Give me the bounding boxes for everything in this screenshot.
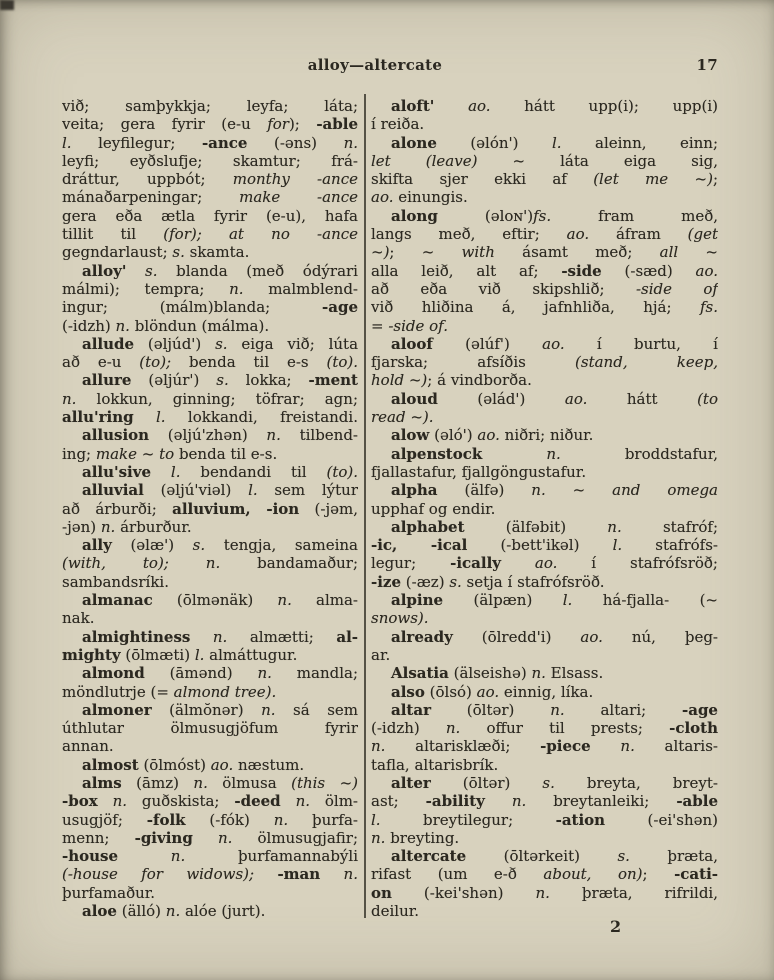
dict-line: rifast (um e-ð about, on); -cati- <box>371 865 718 884</box>
dict-line: -ic, -ical (-bett'ikəl) l. stafrófs- <box>371 536 718 555</box>
page-number: 17 <box>696 56 718 74</box>
dict-line: almightiness n. almætti; al- <box>82 627 358 646</box>
dict-line: n. lokkun, ginning; töfrar; agn; <box>62 389 358 408</box>
dict-line: annan. <box>62 737 114 756</box>
dict-line: fjarska; afsíðis (stand, keep, <box>371 353 718 372</box>
dict-line: almanac (ōlmənäk) n. alma- <box>82 591 358 610</box>
dict-line: allude (əljúd') s. eiga við; lúta <box>82 334 358 353</box>
dict-line: = -side of. <box>371 316 448 335</box>
dict-line: -jən) n. árburður. <box>62 517 192 536</box>
dict-line: aloud (əlád') ao. hátt (to <box>391 389 718 408</box>
dict-line: í reiða. <box>371 115 425 134</box>
dict-line: alone (əlón') l. aleinn, einn; <box>391 133 718 152</box>
dict-line: deilur. <box>371 902 420 921</box>
dict-line: ing; make ~ to benda til e-s. <box>62 444 278 463</box>
running-title: alloy—altercate <box>307 56 443 74</box>
dict-line: ast; -ability n. breytanleiki; -able <box>371 792 718 811</box>
dict-line: að e-u (to); benda til e-s (to). <box>62 353 358 372</box>
dict-line: allure (əljúr') s. lokka; -ment <box>82 371 358 390</box>
dict-line: usugjöf; -folk (-fók) n. þurfa- <box>62 810 358 829</box>
dict-line: tillit til (for); at no -ance <box>62 225 358 244</box>
dict-line: already (ōlredd'i) ao. nú, þeg- <box>391 627 718 646</box>
dict-line: almoner (älmŏnər) n. sá sem <box>82 700 358 719</box>
dict-line: leyfi; eyðslufje; skamtur; frá- <box>62 151 358 170</box>
page-header <box>0 56 774 78</box>
dict-line: alow (əló') ao. niðri; niður. <box>391 426 594 445</box>
dict-line: langs með, eftir; ao. áfram (get <box>371 225 718 244</box>
dict-line: gegndarlaust; s. skamta. <box>62 243 250 262</box>
dict-line: málmi); tempra; n. malmblend- <box>62 279 358 298</box>
dict-line: ao. einungis. <box>371 188 468 207</box>
dict-line: alluvial (əljú'viəl) l. sem lýtur <box>82 481 358 500</box>
dict-line: altar (ōltər) n. altari; -age <box>391 700 718 719</box>
dict-line: að eða við skipshlið; -side of <box>371 279 718 298</box>
dict-line: möndlutrje (= almond tree). <box>62 682 277 701</box>
dict-line: alla leið, alt af; -side (-sæd) ao. <box>371 261 718 280</box>
dict-line: dráttur, uppbót; monthy -ance <box>62 170 358 189</box>
dict-line: sambandsríki. <box>62 572 169 591</box>
dict-line: mighty (ōlmæti) l. almáttugur. <box>62 645 298 664</box>
dict-line: menn; -giving n. ölmusugjafir; <box>62 828 358 847</box>
dict-line: við hliðina á, jafnhliða, hjá; fs. <box>371 298 718 317</box>
dict-line: gera eða ætla fyrir (e-u), hafa <box>62 206 358 225</box>
dict-line: alloy' s. blanda (með ódýrari <box>82 261 358 280</box>
dict-line: tafla, altarisbrík. <box>371 755 499 774</box>
dict-line: ~); ~ with ásamt með; all ~ <box>371 243 718 262</box>
dict-line: aloe (älló) n. alóe (jurt). <box>82 902 266 921</box>
dict-line: almond (āmənd) n. mandla; <box>82 664 358 683</box>
dict-line: allusion (əljú'zhən) n. tilbend- <box>82 426 358 445</box>
dict-line: snows). <box>371 609 429 628</box>
dict-line: aloof (əlúf') ao. í burtu, í <box>391 334 718 353</box>
dict-line: on (-kei'shən) n. þræta, rifrildi, <box>371 883 718 902</box>
dict-line: ally (əlæ') s. tengja, sameina <box>82 536 358 555</box>
dict-line: also (ōlsó) ao. einnig, líka. <box>391 682 594 701</box>
dict-line: allu'ring l. lokkandi, freistandi. <box>62 408 358 427</box>
dict-line: fjallastafur, fjallgöngustafur. <box>371 462 587 481</box>
dict-line: (with, to); n. bandamaður; <box>62 554 358 573</box>
dict-line: alter (ōltər) s. breyta, breyt- <box>391 773 718 792</box>
dict-line: veita; gera fyrir (e-u for); -able <box>62 115 358 134</box>
dict-line: alpine (älpæn) l. há-fjalla- (~ <box>391 591 718 610</box>
dict-line: legur; -ically ao. í stafrófsröð; <box>371 554 718 573</box>
dict-line: l. leyfilegur; -ance (-əns) n. <box>62 133 358 152</box>
dict-line: read ~). <box>371 408 434 427</box>
dict-line: mánaðarpeningar; make -ance <box>62 188 358 207</box>
dict-line: að árburði; alluvium, -ion (-jəm, <box>62 499 358 518</box>
dict-line: alms (āmz) n. ölmusa (this ~) <box>82 773 358 792</box>
dict-line: altercate (ōltərkeit) s. þræta, <box>391 847 718 866</box>
dict-line: við; samþykkja; leyfa; láta; <box>62 97 358 115</box>
dict-line: aloft' ao. hátt upp(i); upp(i) <box>391 97 718 115</box>
dict-line: skifta sjer ekki af (let me ~); <box>371 170 718 189</box>
signature-mark: 2 <box>610 917 622 936</box>
dict-line: alpenstock n. broddstafur, <box>391 444 718 463</box>
dictionary-column-right <box>371 97 718 920</box>
dict-line: -box n. guðskista; -deed n. ölm- <box>62 792 358 811</box>
dict-line: ingur; (málm)blanda; -age <box>62 298 358 317</box>
dict-line: l. breytilegur; -ation (-ei'shən) <box>371 810 718 829</box>
column-divider-rule <box>364 94 366 918</box>
dict-line: úthlutar ölmusugjöfum fyrir <box>62 719 358 738</box>
dict-line: Alsatia (älseishə) n. Elsass. <box>391 664 604 683</box>
scan-corner-artifact <box>0 0 14 10</box>
dict-line: let (leave) ~ láta eiga sig, <box>371 151 718 170</box>
dictionary-column-left <box>62 97 358 920</box>
dict-line: alpha (älfə) n. ~ and omega <box>391 481 718 500</box>
dict-line: allu'sive l. bendandi til (to). <box>82 462 358 481</box>
dict-line: þurfamaður. <box>62 883 156 902</box>
dict-line: alphabet (älfəbit) n. stafróf; <box>391 517 718 536</box>
dict-line: (-house for widows); -man n. <box>62 865 358 884</box>
dict-line: nak. <box>62 609 95 628</box>
dict-line: (-idzh) n. offur til prests; -cloth <box>371 719 718 738</box>
dict-line: along (əloɴ')fs. fram með, <box>391 206 718 225</box>
dict-line: -house n. þurfamannabýli <box>62 847 358 866</box>
dict-line: n. breyting. <box>371 828 460 847</box>
dict-line: (-idzh) n. blöndun (málma). <box>62 316 270 335</box>
dict-line: ar. <box>371 645 391 664</box>
dict-line: hold ~); á vindborða. <box>371 371 532 390</box>
dict-line: n. altarisklæði; -piece n. altaris- <box>371 737 718 756</box>
dict-line: almost (ōlmóst) ao. næstum. <box>82 755 305 774</box>
dict-line: -ize (-æz) s. setja í stafrófsröð. <box>371 572 605 591</box>
dict-line: upphaf og endir. <box>371 499 496 518</box>
